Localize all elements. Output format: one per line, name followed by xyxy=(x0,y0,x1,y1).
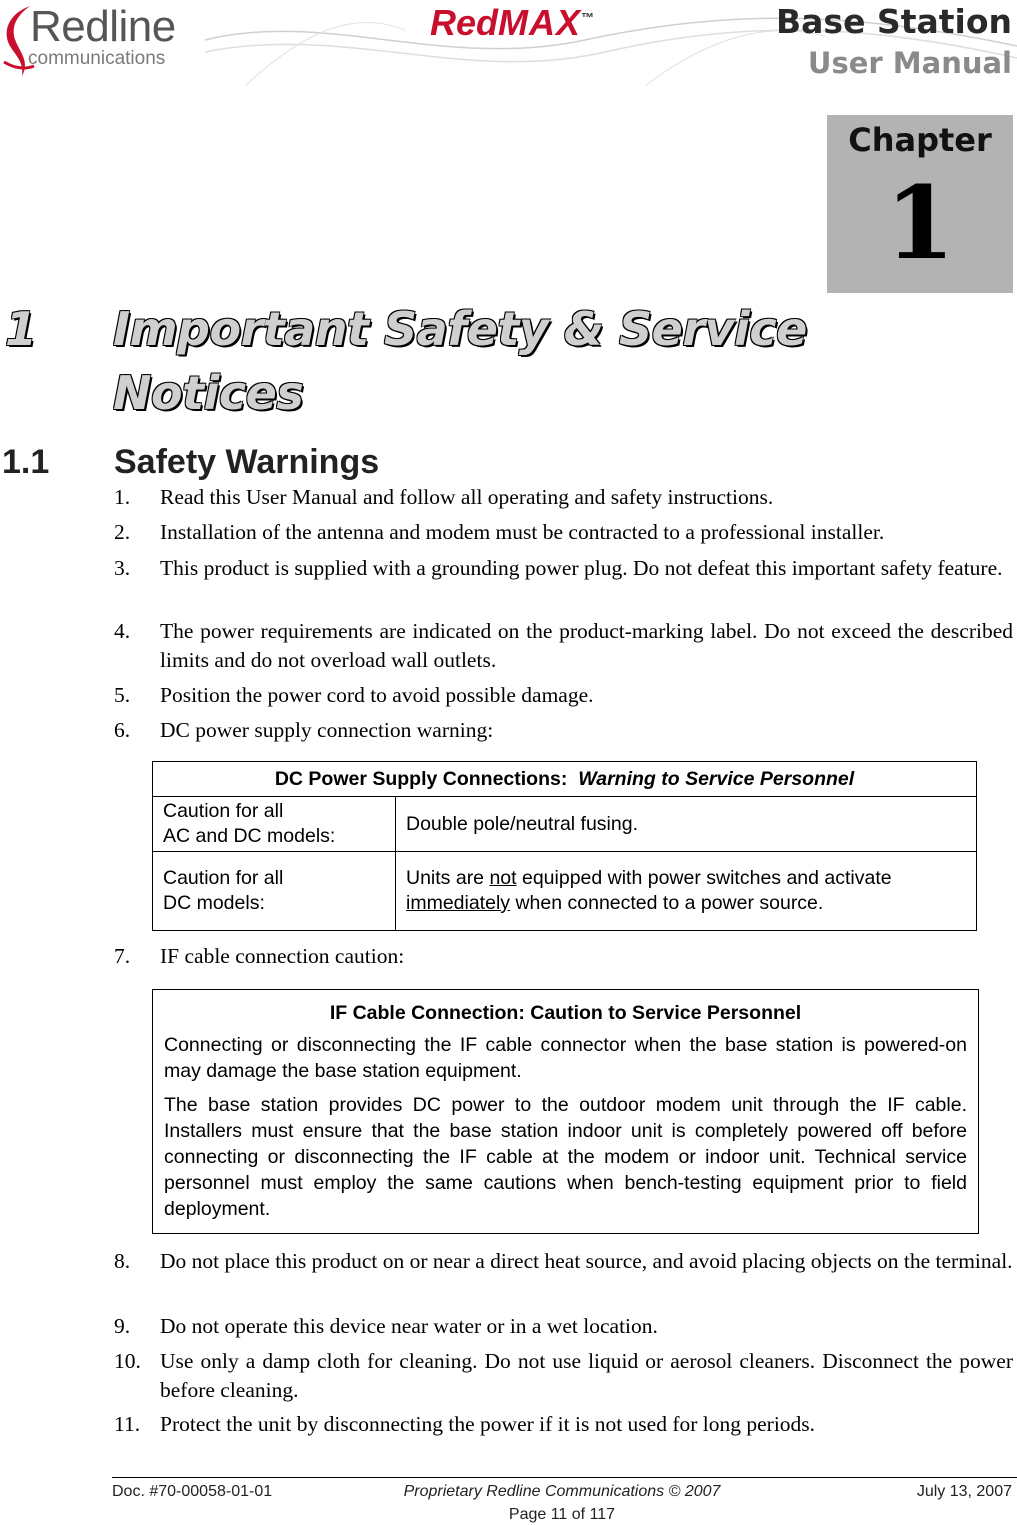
table-row xyxy=(153,852,977,931)
table-cell-label: Caution for all AC and DC models: xyxy=(153,797,396,852)
footer-divider xyxy=(112,1477,1017,1478)
if-box-title: IF Cable Connection: Caution to Service Personnel xyxy=(329,1002,802,1024)
chapter-heading-title: Important Safety & Service Notices xyxy=(113,302,807,420)
table-cell-value: Double pole/neutral fusing. xyxy=(396,797,977,852)
chapter-heading-number: 1 xyxy=(5,302,37,356)
redmax-brand: RedMAX™ xyxy=(430,2,595,43)
logo-subtitle: communications xyxy=(28,48,166,69)
table-cell-label: Caution for all DC models: xyxy=(153,852,396,931)
redline-logo xyxy=(0,2,210,80)
section-number: 1.1 xyxy=(2,443,50,481)
if-cable-caution-box xyxy=(152,989,979,1234)
dc-table-header: DC Power Supply Connections: Warning to Service Personnel xyxy=(153,762,977,797)
dc-power-warning-table xyxy=(152,761,977,931)
chapter-box xyxy=(827,115,1013,293)
list-item: 5. Position the power cord to avoid possible damage. xyxy=(114,683,594,707)
list-item: 9. Do not operate this device near water or in a wet location. xyxy=(114,1314,658,1338)
table-row xyxy=(153,797,977,852)
list-item: 3. This product is supplied with a grounding power plug. Do not defeat this important safety feature. xyxy=(114,556,1003,580)
list-item: 11. Protect the unit by disconnecting the power if it is not used for long periods. xyxy=(114,1412,816,1436)
header-title: Base Station xyxy=(776,2,1012,41)
logo-wordmark: Redline xyxy=(30,2,176,51)
footer-copyright: Proprietary Redline Communications © 2007 xyxy=(403,1483,721,1500)
list-item: 10. Use only a damp cloth for cleaning. Do not use liquid or aerosol cleaners. Disconnect the power before cleaning. xyxy=(114,1349,1013,1402)
list-item: 8. Do not place this product on or near a direct heat source, and avoid placing objects on the terminal. xyxy=(114,1249,1013,1273)
table-cell-value: Units are not equipped with power switches and activate immediately when connected to a power source. xyxy=(396,852,977,931)
if-box-paragraph: Connecting or disconnecting the IF cable connector when the base station is powered-on may damage the base station equipment. xyxy=(164,1034,967,1082)
list-item: 6. DC power supply connection warning: xyxy=(114,718,494,742)
footer-doc-number: Doc. #70-00058-01-01 xyxy=(112,1483,273,1500)
list-item: 7. IF cable connection caution: xyxy=(114,944,405,968)
if-box-paragraph: The base station provides DC power to the outdoor modem unit through the IF cable. Installers must ensure that the base station indoor unit is completely powered off before connecting or disconnecting the IF cable at the modem or indoor unit. Technical service personnel must employ the same cautions when bench-testing equipment prior to field deployment. xyxy=(164,1094,967,1220)
footer-page-number: Page 11 of 117 xyxy=(508,1506,616,1523)
list-item: 1. Read this User Manual and follow all operating and safety instructions. xyxy=(114,485,774,509)
list-item: 2. Installation of the antenna and modem must be contracted to a professional installer. xyxy=(114,520,885,544)
list-item: 4. The power requirements are indicated on the product-marking label. Do not exceed the described limits and do not overload wall outlets. xyxy=(114,619,1013,672)
footer-date: July 13, 2007 xyxy=(916,1483,1012,1500)
section-title: Safety Warnings xyxy=(114,443,380,481)
chapter-number: 1 xyxy=(885,164,955,282)
header-subtitle: User Manual xyxy=(807,46,1012,80)
chapter-label: Chapter xyxy=(848,121,992,159)
